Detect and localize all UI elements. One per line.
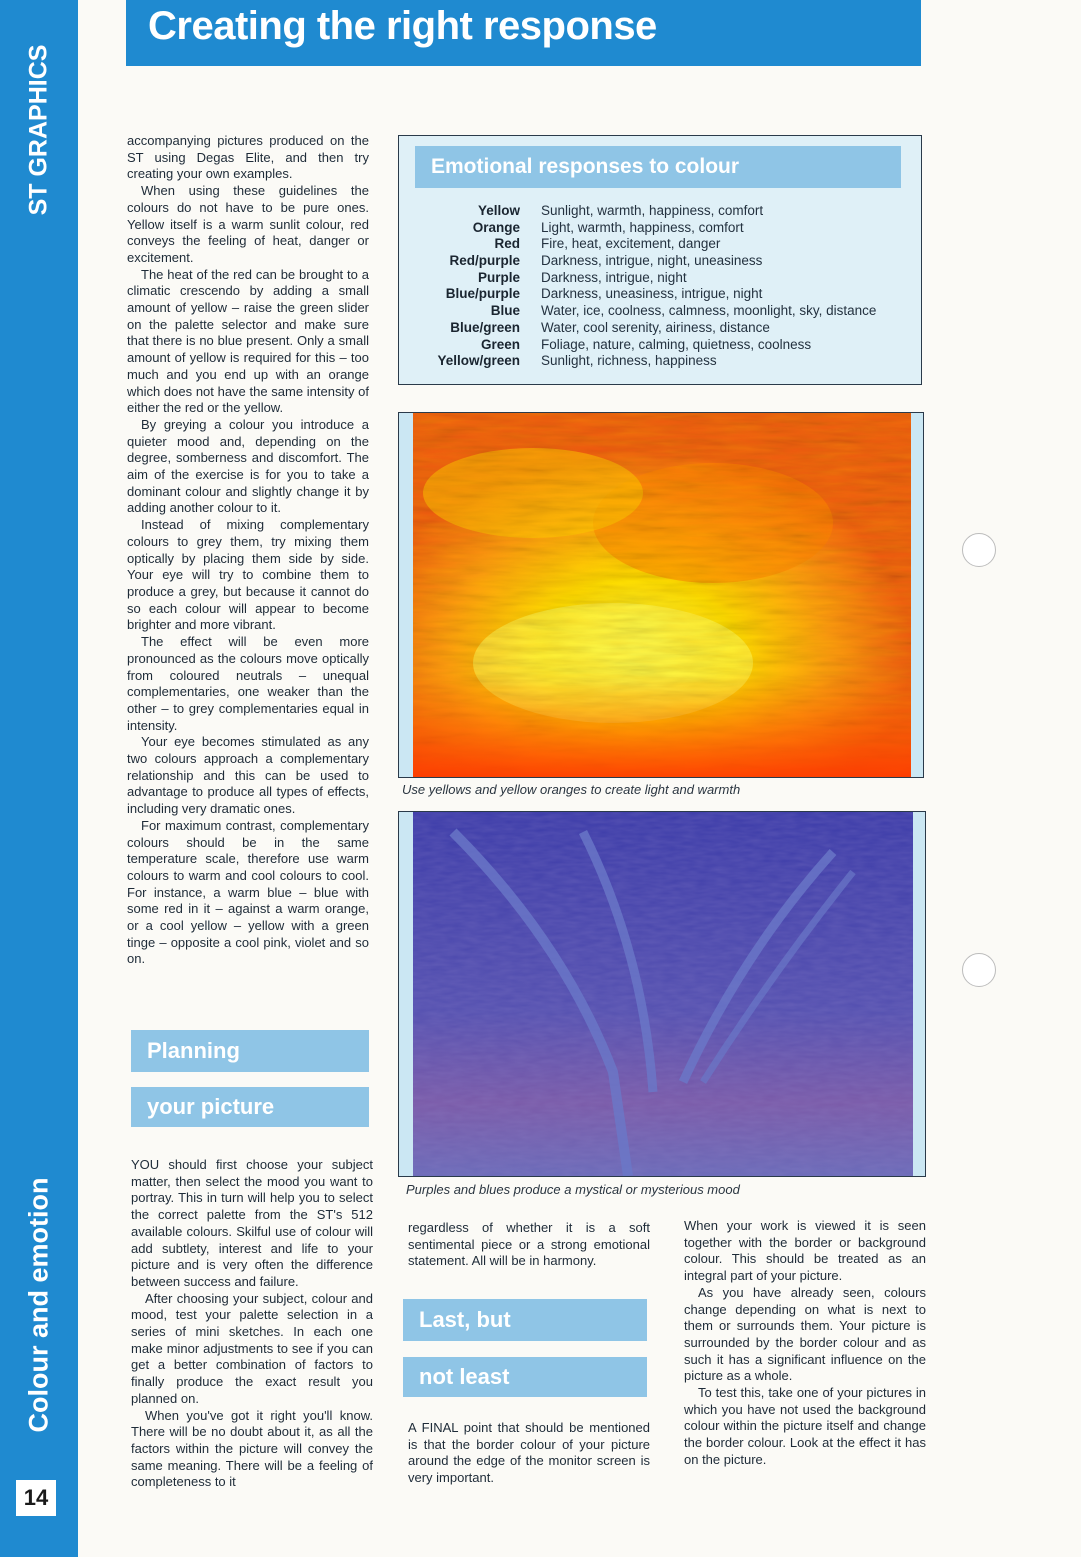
warm-figure [398,412,924,778]
paragraph: accompanying pictures produced on the ST using Degas Elite, and then try creating your own examples. [127,133,369,182]
colour-response: Light, warmth, happiness, comfort [541,219,744,235]
colour-name: Blue/purple [445,286,520,302]
page-title: Creating the right response [148,4,657,48]
table-row [399,253,921,270]
table-row [399,353,921,370]
colour-name: Red [494,236,520,252]
colour-response: Darkness, intrigue, night [541,269,687,285]
title-bar [126,0,921,66]
table-row [399,220,921,237]
table-row [399,203,921,220]
section-label: ST GRAPHICS [24,44,53,216]
table-row [399,270,921,287]
last-column [408,1420,650,1487]
colour-response: Sunlight, warmth, happiness, comfort [541,203,764,218]
paragraph: YOU should first choose your subject matter, then select the mood you want to portray. This in turn will help you to select the correct palette from the ST's 512 available colours. Skilful use of colour will add subtlety, interest and life to your picture and is very often the difference between success and failure. [131,1157,373,1289]
warm-image [413,413,911,777]
cool-image [413,812,913,1176]
intro-column [127,133,369,968]
paragraph: When you've got it right you'll know. There will be no doubt about it, as all the factors within the picture will convey the same meaning. There will be a feeling of completeness to it [131,1407,373,1490]
colour-name: Red/purple [449,253,520,269]
table-row [399,236,921,253]
colour-name: Blue/green [450,319,520,335]
table-row [399,337,921,354]
chapter-label: Colour and emotion [23,1177,54,1433]
colour-response: Darkness, intrigue, night, uneasiness [541,253,763,269]
border-column [684,1218,926,1469]
colour-response: Fire, heat, excitement, danger [541,236,721,252]
paragraph: When using these guidelines the colours do not have to be pure ones. Yellow itself is a warm sunlit colour, red conveys the feeling of heat, danger or excitement. [127,183,369,265]
colour-name: Purple [477,269,520,285]
paragraph: By greying a colour you introduce a quieter mood and, depending on the degree, somberness and discomfort. The aim of the exercise is for you to take a dominant colour and slightly change it by adding another colour to it. [127,416,369,516]
paragraph: As you have already seen, colours change depending on what is next to them or surrounds them. Your picture is surrounded by the border colour and as such it has a significant influence on the picture as a whole. [684,1284,926,1384]
table-row [399,303,921,320]
colour-name: Green [480,336,520,352]
table-row [399,286,921,303]
last-heading-line2: not least [403,1357,647,1397]
paragraph: The effect will be even more pronounced as the colours move optically from coloured neutrals – unequal complementaries, one weaker than the other – to grey complementaries equal in intensity. [127,634,369,733]
table-rows [399,203,921,370]
colour-response: Water, cool serenity, airiness, distance [541,319,770,335]
paragraph: To test this, take one of your pictures in which you have not used the background colour within the picture itself and change the border colour. Look at the effect it has on the picture. [684,1385,926,1467]
paragraph: Instead of mixing complementary colours to grey them, try mixing them optically by placing them side by side. Your eye will try to combine them to produce a grey, but because it cannot do so each colour will appear to become brighter and more vibrant. [127,517,369,633]
sidebar [0,0,78,1557]
colour-response: Darkness, uneasiness, intrigue, night [541,286,763,302]
planning-heading-line1: Planning [131,1030,369,1072]
colour-response: Foliage, nature, calming, quietness, coolness [541,336,812,352]
table-title: Emotional responses to colour [415,146,901,188]
figure-caption: Use yellows and yellow oranges to create light and warmth [402,782,741,797]
paragraph: When your work is viewed it is seen together with the border or background colour. This should be treated as an integral part of your picture. [684,1218,926,1284]
paragraph: regardless of whether it is a soft sentimental piece or a strong emotional statement. All will be in harmony. [408,1220,650,1269]
colour-name: Blue [490,303,520,319]
planning-heading-line2: your picture [131,1087,369,1127]
paragraph: The heat of the red can be brought to a climatic crescendo by adding a small amount of yellow – raise the green slider on the palette selector and make sure that there is no blue present. Only a small amount of yellow is required for this – too much and you end up with an orange which does not have the same intensity of either the red or the yellow. [127,266,369,416]
colour-response: Sunlight, richness, happiness [541,353,717,369]
page-number: 14 [16,1480,56,1516]
paragraph: A FINAL point that should be mentioned is that the border colour of your picture around the edge of the monitor screen is very important. [408,1420,650,1486]
colour-name: Orange [472,219,520,235]
colour-response: Water, ice, coolness, calmness, moonlight, sky, distance [541,303,877,319]
colour-name: Yellow [477,203,520,218]
continuation-column [408,1220,650,1270]
table-row [399,320,921,337]
paragraph: Your eye becomes stimulated as any two colours approach a complementary relationship and this can be used to advantage to produce all types of effects, including very dramatic ones. [127,734,369,817]
planning-column [131,1157,373,1491]
figure-caption: Purples and blues produce a mystical or mysterious mood [406,1182,740,1197]
colour-response-table [398,135,922,385]
punch-hole [962,953,996,987]
punch-hole [962,533,996,567]
colour-name: Yellow/green [437,353,520,369]
paragraph: After choosing your subject, colour and mood, test your palette selection in a series of mini sketches. In each one make minor adjustments to see if you can get a better combination of factors to finally produce the exact result you planned on. [131,1290,373,1406]
paragraph: For maximum contrast, complementary colours should be in the same temperature scale, therefore use warm colours to warm and cool colours to cool. For instance, a warm blue – blue with some red in it – against a warm orange, or a cool yellow – yellow with a green tinge – opposite a cool pink, violet and so on. [127,817,369,967]
last-heading-line1: Last, but [403,1299,647,1341]
cool-figure [398,811,926,1177]
